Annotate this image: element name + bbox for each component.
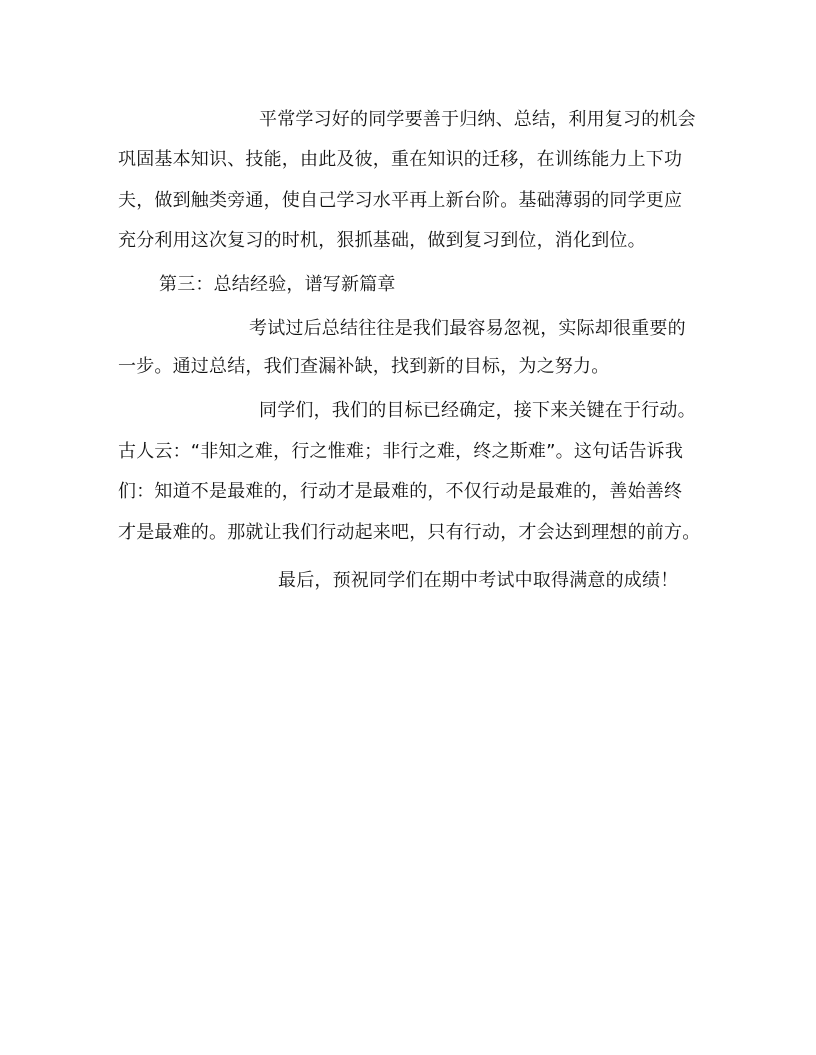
paragraph-3-line-1: 同学们，我们的目标已经确定，接下来关键在于行动。 [259, 400, 696, 421]
paragraph-1-line-2: 巩固基本知识、技能，由此及彼，重在知识的迁移，在训练能力上下功 [118, 149, 683, 170]
closing-line: 最后，预祝同学们在期中考试中取得满意的成绩！ [278, 570, 679, 591]
paragraph-3-line-4: 才是最难的。那就让我们行动起来吧，只有行动，才会达到理想的前方。 [118, 522, 701, 543]
paragraph-3-line-3: 们：知道不是最难的，行动才是最难的，不仅行动是最难的，善始善终 [118, 481, 683, 502]
paragraph-2-line-2: 一步。通过总结，我们查漏补缺，找到新的目标，为之努力。 [118, 356, 610, 377]
paragraph-3-line-2: 古人云：“非知之难，行之惟难；非行之难，终之斯难”。这句话告诉我 [118, 441, 684, 462]
paragraph-1-line-3: 夫，做到触类旁通，使自己学习水平再上新台阶。基础薄弱的同学更应 [118, 190, 683, 211]
paragraph-1-line-1: 平常学习好的同学要善于归纳、总结，利用复习的机会 [259, 109, 696, 130]
section-heading: 第三：总结经验，谱写新篇章 [159, 274, 396, 295]
paragraph-1-line-4: 充分利用这次复习的时机，狠抓基础，做到复习到位，消化到位。 [118, 230, 646, 251]
paragraph-2-line-1: 考试过后总结往往是我们最容易忽视，实际却很重要的 [249, 318, 686, 339]
